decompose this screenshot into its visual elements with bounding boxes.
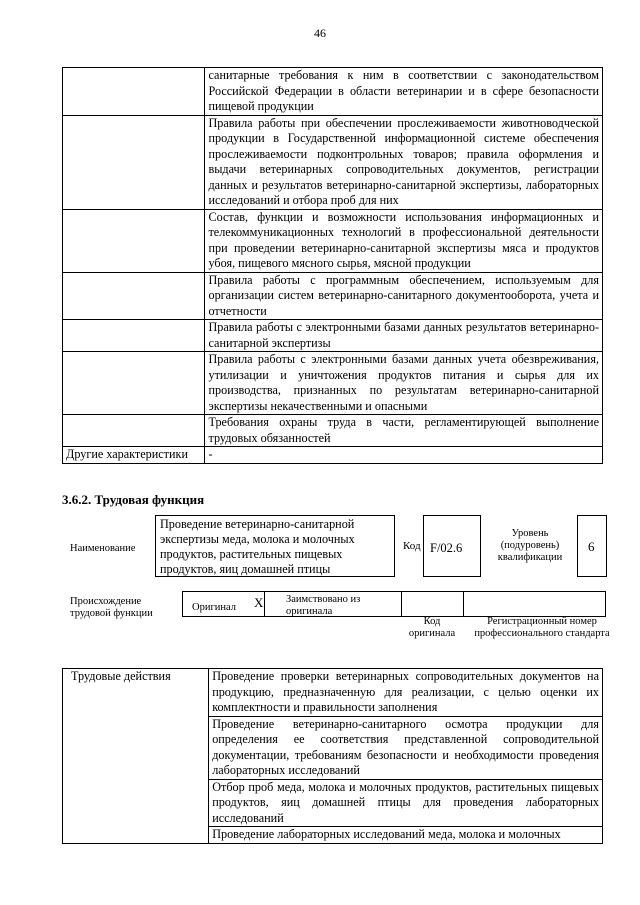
section-title: 3.6.2. Трудовая функция (62, 492, 205, 507)
table-row (63, 447, 603, 464)
row-label (63, 272, 205, 320)
table-row (63, 272, 603, 320)
table-row (63, 352, 603, 415)
row-text: санитарные требования к ним в соответствии с законодательством Российской Федерации в области ветеринарии и в сфере безопасности пищевой продукции (205, 68, 603, 116)
labor-actions-table (62, 668, 603, 844)
level-label: Уровень (подуровень) квалификации (497, 528, 563, 563)
code-label: Код (403, 540, 421, 552)
name-label: Наименование (70, 543, 136, 554)
table-row (63, 68, 603, 116)
row-label (63, 68, 205, 116)
row-label (63, 320, 205, 352)
labor-actions-label: Трудовые действия (63, 669, 209, 844)
original-mark: X (254, 595, 264, 610)
row-label (63, 209, 205, 272)
knowledge-table (62, 67, 603, 464)
other-characteristics-value: - (205, 447, 603, 464)
code-original-caption: Код оригинала (408, 616, 456, 639)
level-value: 6 (577, 515, 607, 577)
page-number: 46 (314, 26, 326, 40)
labor-action: Проведение лабораторных исследований меда, молока и молочных (209, 827, 603, 844)
row-label (63, 115, 205, 209)
other-characteristics-label: Другие характеристики (63, 447, 205, 464)
table-row (63, 415, 603, 447)
row-text: Правила работы при обеспечении прослеживаемости животноводческой продукции в Государственной информационной системе обеспечения прослеживаемости подконтрольных товаров; правила оформления и выдачи ветеринарных сопроводительных документов, регистрации данных и результатов ветеринарно-санитарной экспертизы, лабораторных исследований и отбора проб для них (205, 115, 603, 209)
row-text: Правила работы с электронными базами данных учета обезвреживания, утилизации и уничтожения продуктов питания и сырья для их производства, признанных по результатам ветеринарно-санитарной экспертизы некачественными и опасными (205, 352, 603, 415)
row-text: Правила работы с программным обеспечением, используемым для организации систем ветеринарно-санитарного документооборота, учета и отчетности (205, 272, 603, 320)
table-row (63, 320, 603, 352)
row-text: Правила работы с электронными базами данных результатов ветеринарно-санитарной экспертизы (205, 320, 603, 352)
row-text: Требования охраны труда в части, регламентирующей выполнение трудовых обязанностей (205, 415, 603, 447)
table-row (63, 115, 603, 209)
labor-action: Проведение ветеринарно-санитарного осмотра продукции для определения ее соответствия представленной сопроводительной документации, требованиям безопасности и необходимости проведения лабораторных исследований (209, 716, 603, 779)
reg-number-caption: Регистрационный номер профессионального стандарта (474, 616, 610, 639)
row-text: Состав, функции и возможности использования информационных и телекоммуникационных технологий в профессиональной деятельности при проведении ветеринарно-санитарной экспертизы мяса и продуктов убоя, пищевого мясного сырья, мясной продукции (205, 209, 603, 272)
row-label (63, 415, 205, 447)
labor-action: Отбор проб меда, молока и молочных продуктов, растительных пищевых продуктов, яиц домашней птицы для проведения лабораторных исследований (209, 779, 603, 827)
labor-action: Проведение проверки ветеринарных сопроводительных документов на продукцию, предназначенную для реализации, с целью оценки их комплектности и правильности заполнения (209, 669, 603, 717)
code-value: F/02.6 (423, 515, 481, 577)
function-name: Проведение ветеринарно-санитарной экспертизы меда, молока и молочных продуктов, растительных пищевых продуктов, яиц домашней птицы (155, 515, 395, 577)
table-row (63, 209, 603, 272)
borrowed-label: Заимствовано из оригинала (286, 594, 361, 617)
origin-label: Происхождение трудовой функции (70, 596, 153, 619)
original-label: Оригинал (192, 602, 236, 613)
row-label (63, 352, 205, 415)
table-row (63, 669, 603, 717)
